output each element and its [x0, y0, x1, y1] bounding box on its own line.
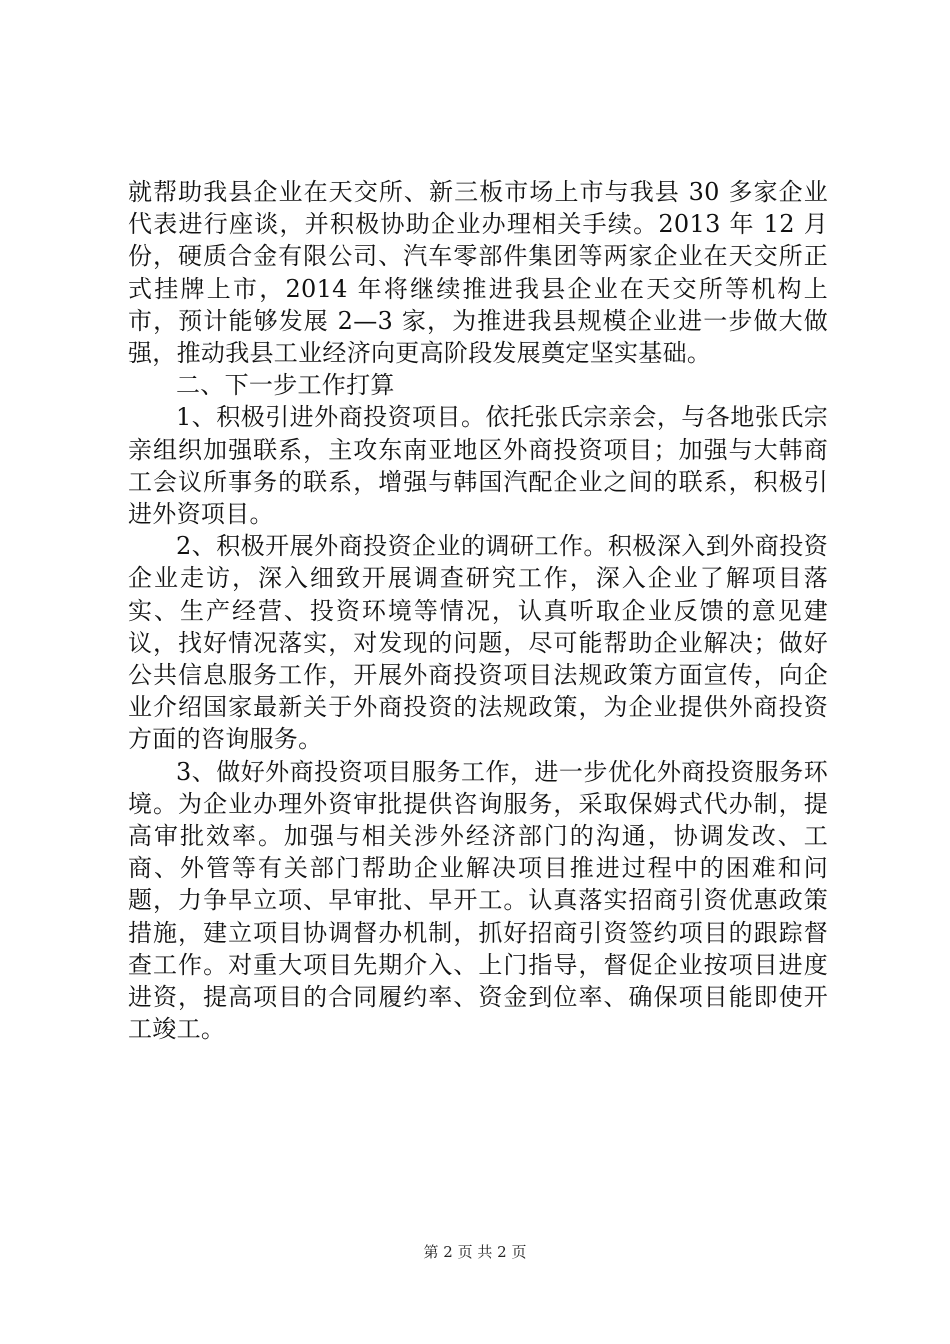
paragraph-item-3: 3、做好外商投资项目服务工作，进一步优化外商投资服务环境。为企业办理外资审批提供咨询服务，采取保姆式代办制，提高审批效率。加强与相关涉外经济部门的沟通，协调发改、工商、外管等有关部门帮助企业解决项目推进过程中的困难和问题，力争早立项、早审批、早开工。认真落实招商引资优惠政策措施，建立项目协调督办机制，抓好招商引资签约项目的跟踪督查工作。对重大项目先期介入、上门指导，督促企业按项目进度进资，提高项目的合同履约率、资金到位率、确保项目能即使开工竣工。 [128, 757, 828, 1044]
paragraph-continuation: 就帮助我县企业在天交所、新三板市场上市与我县 30 多家企业代表进行座谈，并积极协助企业办理相关手续。2013 年 12 月份，硬质合金有限公司、汽车零部件集团等两家企业在天交所正式挂牌上市，2014 年将继续推进我县企业在天交所等机构上市，预计能够发展 2—3 家，为推进我县规模企业进一步做大做强，推动我县工业经济向更高阶段发展奠定坚实基础。 [128, 178, 828, 368]
document-body [128, 176, 828, 1045]
paragraph-item-2: 2、积极开展外商投资企业的调研工作。积极深入到外商投资企业走访，深入细致开展调查研究工作，深入企业了解项目落实、生产经营、投资环境等情况，认真听取企业反馈的意见建议，找好情况落实，对发现的问题，尽可能帮助企业解决；做好公共信息服务工作，开展外商投资项目法规政策方面宣传，向企业介绍国家最新关于外商投资的法规政策，为企业提供外商投资方面的咨询服务。 [128, 532, 828, 754]
paragraph-item-1: 1、积极引进外商投资项目。依托张氏宗亲会，与各地张氏宗亲组织加强联系，主攻东南亚地区外商投资项目；加强与大韩商工会议所事务的联系，增强与韩国汽配企业之间的联系，积极引进外资项目。 [128, 403, 828, 529]
page-number-footer: 第 2 页 共 2 页 [423, 1243, 527, 1261]
section-heading: 二、下一步工作打算 [176, 371, 395, 400]
